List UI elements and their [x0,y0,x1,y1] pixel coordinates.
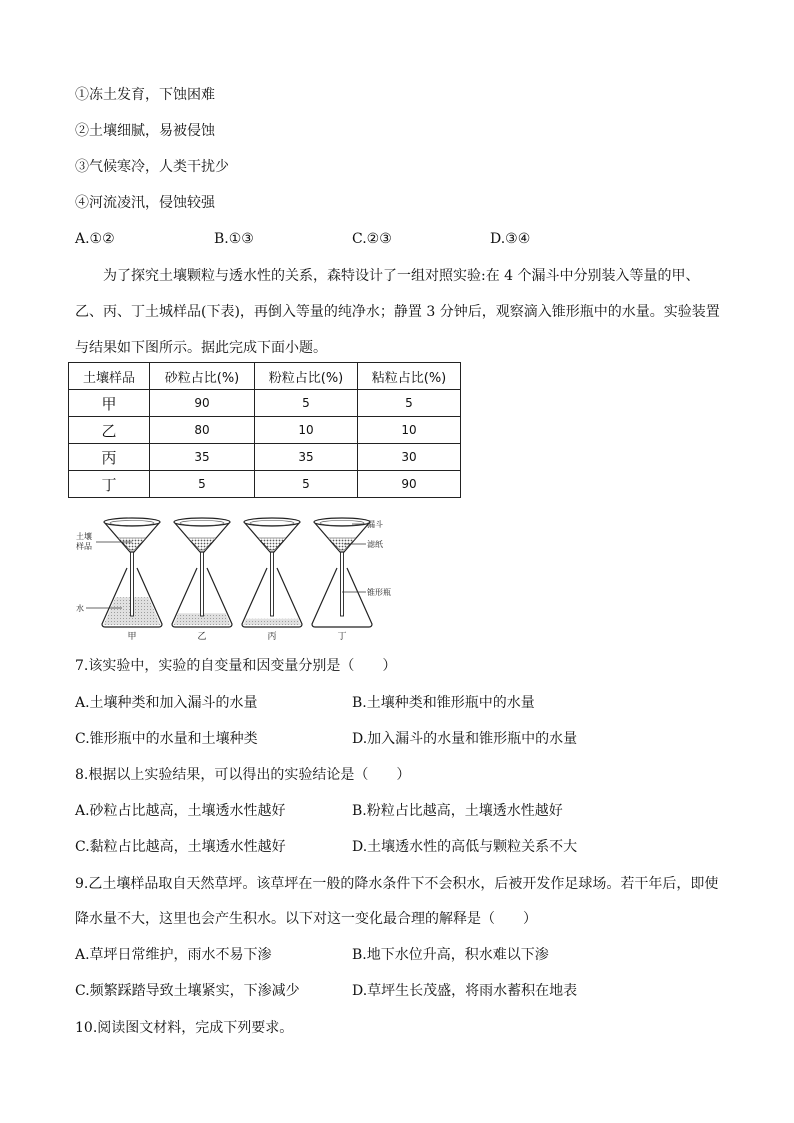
choice-d: D.③④ [490,231,531,247]
table-cell: 35 [150,444,255,471]
table-cell: 丙 [69,444,150,471]
option-line-1: ①冻土发育，下蚀困难 [75,87,215,103]
soil-sample [188,538,216,550]
choice-b: B.①③ [214,231,254,247]
table-cell: 丁 [69,471,150,498]
table-row [69,444,461,471]
table-cell: 甲 [69,390,150,417]
choice-c: C.②③ [352,231,392,247]
soil-sample-table [68,362,461,498]
option-line-4: ④河流凌汛，侵蚀较强 [75,195,215,211]
table-cell: 35 [255,444,358,471]
q8-option-c: C.黏粒占比越高，土壤透水性越好 [75,839,286,855]
table-cell: 10 [255,417,358,444]
flask-name-label: 乙 [197,632,207,642]
table-header: 粘粒占比(%) [358,363,461,390]
funnel-label: 漏斗 [367,520,383,529]
question-8-stem: 8.根据以上实验结果，可以得出的实验结论是（ ） [75,767,411,783]
flask-group [102,518,372,642]
table-cell: 5 [255,471,358,498]
table-header-row [69,363,461,390]
water-label: 水 [76,604,84,613]
funnel-stem [201,550,204,616]
option-line-3: ③气候寒冷，人类干扰少 [75,159,229,175]
table-cell: 80 [150,417,255,444]
option-line-2: ②土壤细腻，易被侵蚀 [75,123,215,139]
flask-name-label: 甲 [127,632,137,642]
funnel-stem [131,550,134,616]
flask-name-label: 丁 [337,632,347,642]
q9-option-c: C.频繁踩踏导致土壤紧实，下渗减少 [75,983,300,999]
flask-name-label: 丙 [267,632,277,642]
q7-option-d: D.加入漏斗的水量和锥形瓶中的水量 [352,731,578,747]
table-cell: 乙 [69,417,150,444]
table-row [69,471,461,498]
q9-option-b: B.地下水位升高，积水难以下渗 [352,947,549,963]
passage-line-3: 与结果如下图所示。据此完成下面小题。 [75,340,327,356]
filter-paper-label: 滤纸 [367,540,383,549]
q8-option-d: D.土壤透水性的高低与颗粒关系不大 [352,839,578,855]
choice-a: A.①② [75,231,115,247]
conical-flask-label: 锥形瓶 [367,588,391,597]
table-header: 土壤样品 [69,363,150,390]
table-cell: 30 [358,444,461,471]
table-cell: 10 [358,417,461,444]
table-header: 粉粒占比(%) [255,363,358,390]
q9-option-d: D.草坪生长茂盛，将雨水蓄积在地表 [352,983,578,999]
apparatus-diagram [74,512,404,642]
question-7-stem: 7.该实验中，实验的自变量和因变量分别是（ ） [75,658,397,674]
funnel-stem [341,550,344,616]
table-cell: 90 [150,390,255,417]
question-9-stem-line-1: 9.乙土壤样品取自天然草坪。该草坪在一般的降水条件下不会积水，后被开发作足球场。若干年后，即使 [75,876,719,892]
funnel-stem [271,550,274,616]
table-cell: 5 [150,471,255,498]
passage-line-2: 乙、丙、丁土城样品(下表)，再倒入等量的纯净水；静置 3 分钟后，观察滴入锥形瓶中的水量。实验装置 [75,304,720,320]
q7-option-c: C.锥形瓶中的水量和土壤种类 [75,731,258,747]
table-cell: 5 [358,390,461,417]
soil-sample [258,538,286,550]
q7-option-a: A.土壤种类和加入漏斗的水量 [75,695,258,711]
question-10-stem: 10.阅读图文材料，完成下列要求。 [75,1020,294,1036]
q9-option-a: A.草坪日常维护，雨水不易下渗 [75,947,272,963]
q8-option-b: B.粉粒占比越高，土壤透水性越好 [352,803,563,819]
table-row [69,417,461,444]
question-9-stem-line-2: 降水量不大，这里也会产生积水。以下对这一变化最合理的解释是（ ） [75,911,537,927]
table-cell: 90 [358,471,461,498]
q8-option-a: A.砂粒占比越高，土壤透水性越好 [75,803,286,819]
soil-sample [118,538,146,550]
table-cell: 5 [255,390,358,417]
table-header: 砂粒占比(%) [150,363,255,390]
flask-water [244,619,301,625]
soil-sample-label-line1: 土壤 [76,532,92,541]
passage-line-1: 为了探究土壤颗粒与透水性的关系，森特设计了一组对照实验:在 4 个漏斗中分别装入等量的甲、 [103,268,700,284]
table-row [69,390,461,417]
q7-option-b: B.土壤种类和锥形瓶中的水量 [352,695,535,711]
experiment-figure [74,512,404,642]
soil-sample-label-line2: 样品 [76,542,92,551]
